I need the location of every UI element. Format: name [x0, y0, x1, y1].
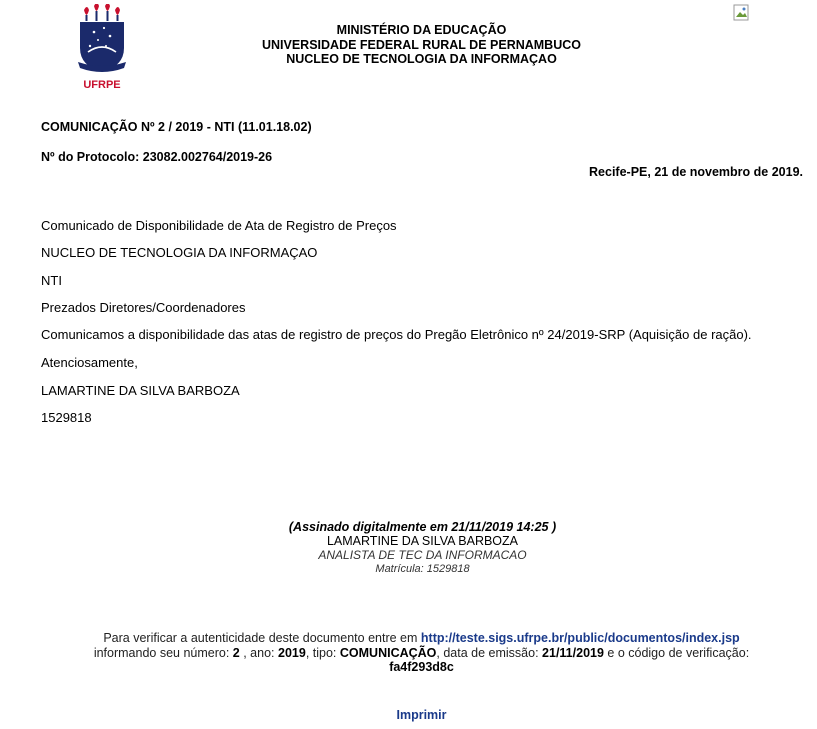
- document-date: Recife-PE, 21 de novembro de 2019.: [589, 165, 803, 179]
- print-link[interactable]: Imprimir: [396, 708, 447, 722]
- body-closing: Atenciosamente,: [41, 355, 138, 370]
- digital-signature: [0, 520, 817, 576]
- ufrpe-logo-text: UFRPE: [83, 79, 121, 91]
- body-salutation: Prezados Diretores/Coordenadores: [41, 300, 246, 315]
- signature-registration: Matrícula: 1529818: [375, 563, 470, 575]
- verify-year-label: , ano:: [243, 645, 275, 660]
- verify-number-label: informando seu número:: [93, 645, 230, 660]
- verify-date-label: , data de emissão:: [436, 645, 539, 660]
- header-ministry: MINISTÉRIO DA EDUCAÇÃO: [336, 23, 507, 37]
- body-department: NUCLEO DE TECNOLOGIA DA INFORMAÇAO: [41, 245, 318, 260]
- verification-code: fa4f293d8c: [389, 660, 454, 674]
- document-header: [0, 23, 817, 67]
- verify-type: COMUNICAÇÃO: [339, 645, 437, 660]
- verify-prefix: Para verificar a autenticidade deste documento entre em: [103, 631, 418, 645]
- verify-date: 21/11/2019: [542, 645, 604, 660]
- signature-role: ANALISTA DE TEC DA INFORMACAO: [318, 548, 527, 562]
- broken-image-icon: [733, 4, 751, 22]
- verify-type-label: , tipo:: [305, 645, 337, 660]
- protocol-number: Nº do Protocolo: 23082.002764/2019-26: [41, 150, 273, 164]
- header-department: NUCLEO DE TECNOLOGIA DA INFORMAÇAO: [286, 52, 557, 66]
- body-acronym: NTI: [41, 273, 62, 288]
- body-subject: Comunicado de Disponibilidade de Ata de Registro de Preços: [41, 218, 397, 233]
- body-message: Comunicamos a disponibilidade das atas de registro de preços do Pregão Eletrônico nº 24/2019-SRP (Aquisição de ração).: [41, 327, 752, 342]
- signature-stamp: (Assinado digitalmente em 21/11/2019 14:25 ): [288, 520, 557, 534]
- verify-year: 2019: [278, 645, 306, 660]
- verify-number: 2: [232, 645, 240, 660]
- document-id: COMUNICAÇÃO Nº 2 / 2019 - NTI (11.01.18.02): [41, 120, 312, 134]
- verification-note: [0, 631, 817, 675]
- body-signer-name: LAMARTINE DA SILVA BARBOZA: [41, 383, 240, 398]
- header-university: UNIVERSIDADE FEDERAL RURAL DE PERNAMBUCO: [261, 37, 581, 52]
- signature-name: LAMARTINE DA SILVA BARBOZA: [326, 534, 519, 548]
- verification-url-link[interactable]: http://teste.sigs.ufrpe.br/public/documentos/index.jsp: [420, 631, 740, 645]
- body-signer-registration: 1529818: [41, 410, 92, 425]
- verify-code-label: e o código de verificação:: [607, 645, 750, 660]
